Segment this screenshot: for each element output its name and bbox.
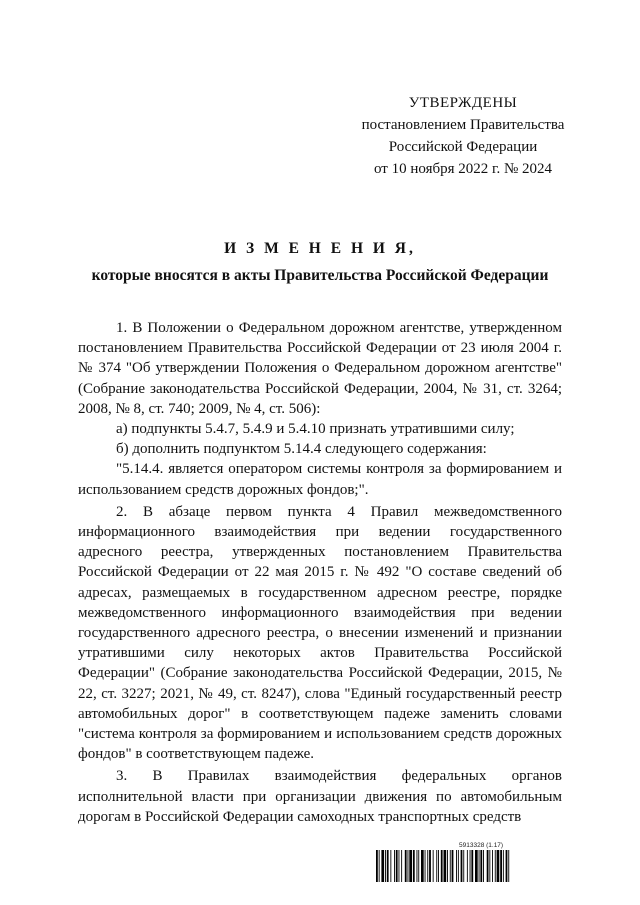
paragraph-quote: "5.14.4. является оператором системы контроля за формированием и использованием средств дорожных фондов;". (78, 461, 562, 498)
paragraph-1: 1. В Положении о Федеральном дорожном агентстве, утвержденном постановлением Правительства Российской Федерации от 23 июля 2004 г. № 374 "Об утверждении Положения о Федеральном дорожном агентстве" (Собрание законодательства Российской Федерации, 2004, № 31, ст. 3264; 2008, № 8, ст. 740; 2009, № 4, ст. 506): (78, 320, 562, 417)
approval-heading: УТВЕРЖДЕНЫ (408, 95, 518, 111)
paragraph-1b: б) дополнить подпунктом 5.14.4 следующего содержания: (116, 441, 487, 458)
paragraph-2: 2. В абзаце первом пункта 4 Правил межведомственного информационного взаимодействия при ведении государственного адресного реестра, утвержденных постановлением Правительства Российской Федерации от 22 мая 2015 г. № 492 "О составе сведений об адресах, размещаемых в государственном адресном реестре, порядке межведомственного информационного взаимодействия при ведении государственного адресного реестра, о внесении изменений и признании утратившими силу некоторых актов Правительства Российской Федерации" (Собрание законодательства Российской Федерации, 2015, № 22, ст. 3227; 2021, № 49, ст. 8247), слова "Единый государственный реестр автомобильных дорог" в соответствующем падеже заменить словами "система контроля за формированием и использованием средств дорожных фондов" в соответствующем падеже. (78, 503, 562, 763)
approval-line-date-number: от 10 ноября 2022 г. № 2024 (373, 161, 553, 177)
approval-block (340, 92, 586, 180)
paragraph-3: 3. В Правилах взаимодействия федеральных органов исполнительной власти при организации движения по автомобильным дорогам в Российской Федерации самоходных транспортных средств (78, 768, 562, 825)
document-subtitle: которые вносятся в акты Правительства Российской Федерации (91, 267, 549, 284)
paragraph-1a: а) подпункты 5.4.7, 5.4.9 и 5.4.10 признать утратившими силу; (116, 421, 515, 438)
barcode-icon (376, 850, 562, 882)
document-title: И З М Е Н Е Н И Я, (224, 240, 416, 257)
approval-line-federation: Российской Федерации (388, 139, 538, 155)
document-body (78, 318, 562, 827)
document-serial: 5913328 (1.17) (459, 842, 504, 849)
approval-line-resolution: постановлением Правительства (361, 117, 565, 133)
